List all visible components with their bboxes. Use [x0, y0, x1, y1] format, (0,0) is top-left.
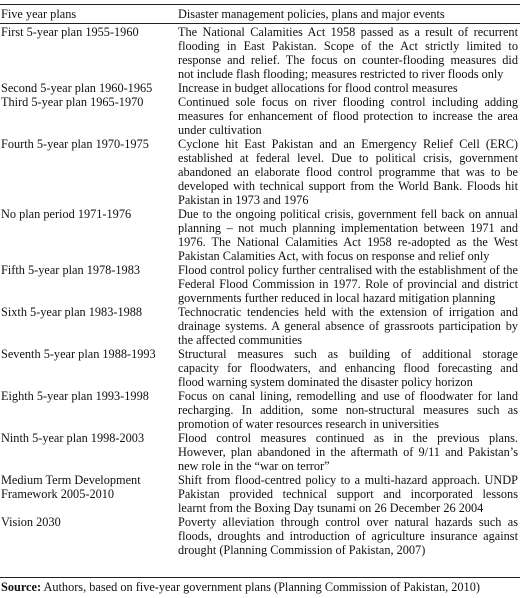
plan-line: No plan period 1971-1976 — [1, 207, 132, 221]
description-line: Poverty alleviation through control over natural hazards such as — [178, 515, 518, 529]
plan-line: Ninth 5-year plan 1998-2003 — [1, 431, 145, 445]
description-line: established at federal level. Due to political crisis, government — [178, 151, 518, 165]
description-line: not include flash flooding; measures restricted to river floods only — [178, 67, 504, 81]
description-line: the affected communities — [178, 333, 303, 347]
description-line: promotion of water resources research in universities — [178, 417, 439, 431]
description-line: recharging. In addition, some non-structural measures such as — [178, 403, 518, 417]
plan-cell — [1, 95, 173, 109]
description-line: floods, droughts and introduction of agriculture insurance against — [178, 529, 518, 543]
description-line: Shift from flood-centred policy to a multi-hazard approach. UNDP — [178, 473, 518, 487]
plan-line: Eighth 5-year plan 1993-1998 — [1, 389, 149, 403]
description-line: However, plan abandoned in the aftermath of 9/11 and Pakistan’s — [178, 445, 518, 459]
description-line: abandoned an elaborate flood control programme that was to be — [178, 165, 518, 179]
source-note — [1, 580, 519, 595]
header-five-year-plans: Five year plans — [1, 7, 77, 21]
plan-line: Medium Term Development — [1, 473, 141, 487]
description-line: under cultivation — [178, 123, 262, 137]
plan-cell — [1, 137, 173, 151]
description-line: planning – not much planning implementation between 1971 and — [178, 221, 518, 235]
table-row — [0, 347, 520, 389]
table-header — [0, 6, 520, 23]
table-bottom-rule — [0, 577, 520, 578]
description-line: 1976. The National Calamities Act 1958 re-adopted as the West — [178, 235, 518, 249]
description-line: Cyclone hit East Pakistan and an Emergency Relief Cell (ERC) — [178, 137, 518, 151]
table-header-rule — [0, 23, 520, 24]
table-row — [0, 81, 520, 95]
description-line: flood warning system dominated the disaster policy horizon — [178, 375, 473, 389]
plan-line: Vision 2030 — [1, 515, 61, 529]
description-cell — [178, 81, 518, 95]
table-row — [0, 95, 520, 137]
description-line: Due to the ongoing political crisis, government fell back on annual — [178, 207, 518, 221]
description-cell — [178, 95, 518, 137]
description-line: governments further reduced in local hazard mitigation planning — [178, 291, 496, 305]
description-line: drought (Planning Commission of Pakistan, 2007) — [178, 543, 426, 557]
plan-line: First 5-year plan 1955-1960 — [1, 25, 139, 39]
description-cell — [178, 25, 518, 81]
plan-line: Fourth 5-year plan 1970-1975 — [1, 137, 149, 151]
description-line: response and relief. The focus on counter-flooding measures did — [178, 53, 518, 67]
plan-cell — [1, 473, 173, 501]
table-row — [0, 473, 520, 515]
description-line: Technocratic tendencies held with the extension of irrigation and — [178, 305, 518, 319]
description-line: Federal Flood Commission in 1977. Role of provincial and district — [178, 277, 518, 291]
table-row — [0, 137, 520, 207]
table-row — [0, 25, 520, 81]
description-line: Pakistan provided technical support and incorporated lessons — [178, 487, 518, 501]
description-cell — [178, 473, 518, 515]
description-cell — [178, 389, 518, 431]
description-line: developed with technical support from the World Bank. Floods hit — [178, 179, 518, 193]
description-line: Continued sole focus on river flooding control including adding — [178, 95, 518, 109]
description-cell — [178, 137, 518, 207]
plan-line: Second 5-year plan 1960-1965 — [1, 81, 153, 95]
plan-cell — [1, 389, 173, 403]
description-cell — [178, 431, 518, 473]
description-line: Increase in budget allocations for flood control measures — [178, 81, 458, 95]
description-cell — [178, 305, 518, 347]
plan-cell — [1, 25, 173, 39]
plan-cell — [1, 515, 173, 529]
description-line: Focus on canal lining, remodelling and use of floodwater for land — [178, 389, 518, 403]
description-line: The National Calamities Act 1958 passed as a result of recurrent — [178, 25, 518, 39]
plan-line: Seventh 5-year plan 1988-1993 — [1, 347, 156, 361]
plan-line: Framework 2005-2010 — [1, 487, 115, 501]
table-top-rule — [0, 4, 520, 5]
description-line: Pakistan Calamities Act, with focus on response and relief only — [178, 249, 490, 263]
description-line: Flood control policy further centralised with the establishment of the — [178, 263, 518, 277]
plan-cell — [1, 81, 173, 95]
table-row — [0, 431, 520, 473]
plan-cell — [1, 263, 173, 277]
source-label: Source: — [1, 580, 42, 594]
description-line: measures for enhancement of flood protection to increase the area — [178, 109, 518, 123]
header-policies: Disaster management policies, plans and major events — [178, 7, 445, 21]
plan-line: Sixth 5-year plan 1983-1988 — [1, 305, 143, 319]
description-line: capacity for floodwaters, and enhancing flood forecasting and — [178, 361, 518, 375]
plan-cell — [1, 431, 173, 445]
plan-cell — [1, 207, 173, 221]
table-row — [0, 389, 520, 431]
description-line: Structural measures such as building of additional storage — [178, 347, 518, 361]
description-line: new role in the “war on terror” — [178, 459, 330, 473]
description-cell — [178, 515, 518, 557]
table-row — [0, 263, 520, 305]
description-line: flooding in East Pakistan. Scope of the Act strictly limited to — [178, 39, 518, 53]
description-cell — [178, 347, 518, 389]
description-line: Pakistan in 1973 and 1976 — [178, 193, 309, 207]
plan-cell — [1, 347, 173, 361]
source-text: Authors, based on five-year government plans (Planning Commission of Pakistan, 2010) — [41, 580, 480, 594]
description-line: Flood control measures continued as in the previous plans. — [178, 431, 518, 445]
description-line: drainage systems. A general absence of grassroots participation by — [178, 319, 518, 333]
plan-line: Fifth 5-year plan 1978-1983 — [1, 263, 140, 277]
table-row — [0, 305, 520, 347]
table-row — [0, 515, 520, 557]
table-row — [0, 207, 520, 263]
plan-cell — [1, 305, 173, 319]
description-cell — [178, 207, 518, 263]
description-line: learnt from the Boxing Day tsunami on 26 December 26 2004 — [178, 501, 484, 515]
plan-line: Third 5-year plan 1965-1970 — [1, 95, 144, 109]
description-cell — [178, 263, 518, 305]
table-body — [0, 25, 520, 557]
